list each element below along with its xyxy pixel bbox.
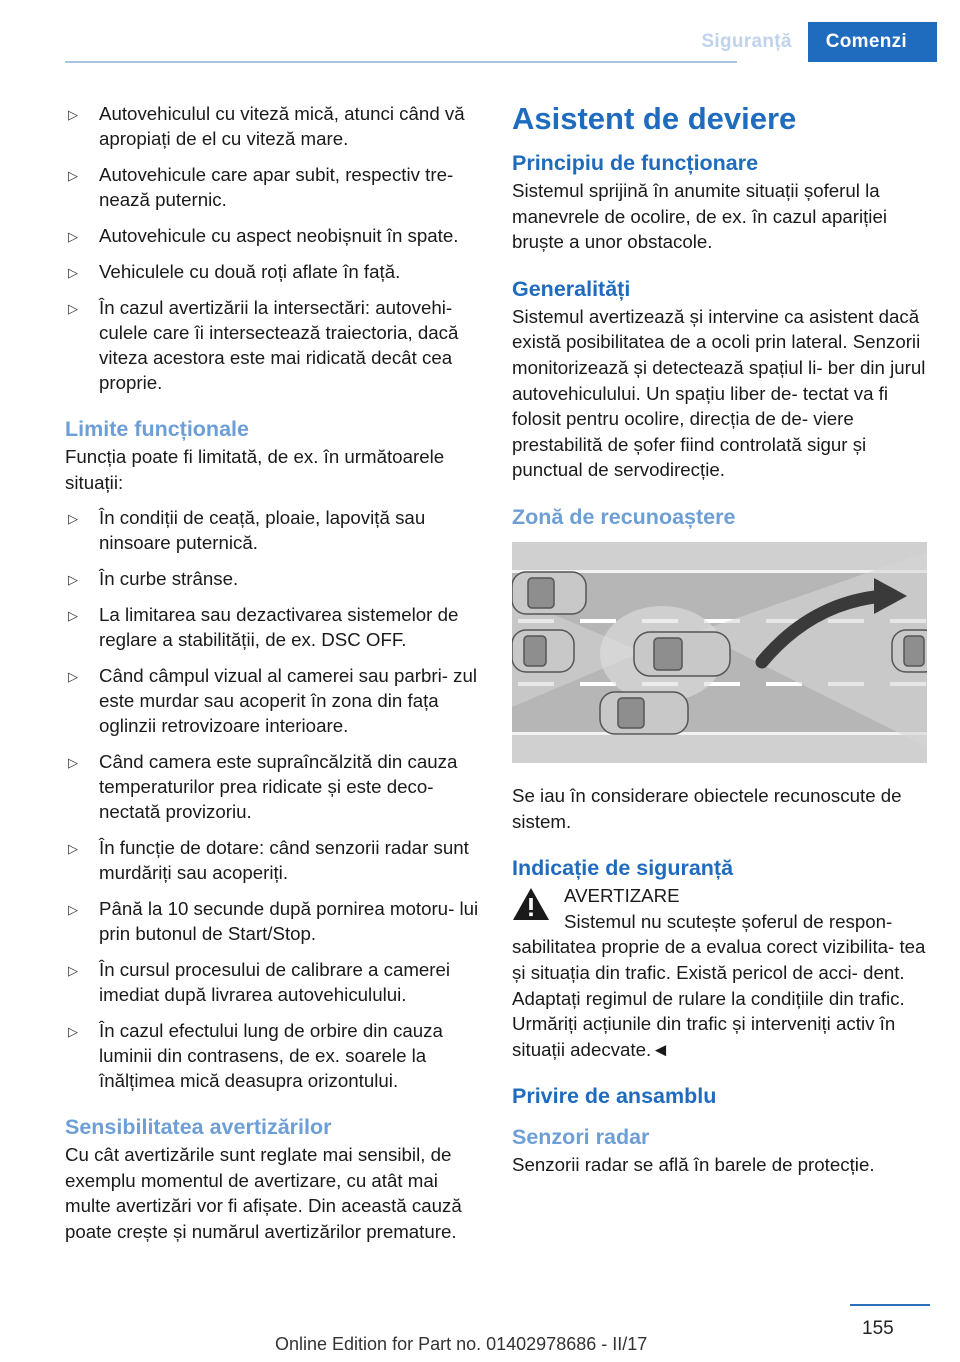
safety-heading: Indicație de siguranță bbox=[512, 856, 734, 881]
bullet-triangle-icon: ▷ bbox=[68, 841, 78, 857]
bullet-triangle-icon: ▷ bbox=[68, 168, 78, 183]
radar-heading: Senzori radar bbox=[512, 1125, 650, 1150]
list-item: ▷ Autovehiculul cu viteză mică, atunci când vă apropiați de el cu viteză mare. bbox=[68, 103, 465, 149]
header-tabs bbox=[701, 22, 937, 62]
header-divider bbox=[65, 61, 737, 63]
right-column bbox=[512, 101, 930, 1188]
list-item: ▷ În cazul efectului lung de orbire din cauza luminii din contrasens, de ex. soarele la înălțimea mică deasupra orizontului. bbox=[68, 1020, 443, 1092]
bullet-triangle-icon: ▷ bbox=[68, 1024, 78, 1040]
bullet-triangle-icon: ▷ bbox=[68, 572, 78, 588]
bullet-triangle-icon: ▷ bbox=[68, 301, 78, 316]
warning-text: sabilitatea proprie de a evalua corect vizibilita‐ tea și situația din trafic. Există pericol de acci‐ dent. Adaptați regimul de rulare la condițiile din trafic. Urmăriți acțiunile din trafic și interveniți activ în situații adecvate.◄ bbox=[512, 936, 926, 1060]
principle-heading: Principiu de funcționare bbox=[512, 151, 759, 175]
general-text: Sistemul avertizează și intervine ca asistent dacă există posibilitatea de a ocoli prin lateral. Senzorii monitorizează și detectează spațiul li‐ ber din jurul autovehiculului. Un spațiu liber de‐ tectat va fi folosit pentru ocolire, direcția de de‐ viere prestabilită de șofer fiind controlată sigur și punctual de servodirecție. bbox=[512, 305, 926, 481]
list-item: ▷ Când câmpul vizual al camerei sau parbri‐ zul este murdar sau acoperit în zona din fața oglinzii retrovizoare interioare. bbox=[68, 665, 478, 737]
list-item: ▷ În curbe strânse. bbox=[65, 566, 480, 591]
detection-zone-illustration bbox=[512, 542, 927, 763]
bullet-triangle-icon: ▷ bbox=[68, 229, 78, 244]
warning-label: AVERTIZARE bbox=[564, 885, 680, 907]
sensitivity-heading: Sensibilitatea avertizărilor bbox=[65, 1115, 332, 1140]
list-item: ▷ Când camera este supraîncălzită din cauza temperaturilor prea ridicate și este deco‐ nectată provizoriu. bbox=[68, 751, 458, 823]
bullet-triangle-icon: ▷ bbox=[68, 963, 78, 979]
limits-heading: Limite funcționale bbox=[65, 417, 249, 441]
warning-triangle-icon bbox=[512, 887, 550, 921]
radar-text: Senzorii radar se află în barele de protecție. bbox=[512, 1154, 875, 1176]
limits-intro: Funcția poate fi limitată, de ex. în următoarele situații: bbox=[65, 446, 445, 493]
edition-note: Online Edition for Part no. 01402978686 - II/17 bbox=[275, 1334, 648, 1354]
bullet-triangle-icon: ▷ bbox=[68, 107, 78, 122]
sensitivity-text: Cu cât avertizările sunt reglate mai sensibil, de exemplu momentul de avertizare, cu atât mai multe avertizări vor fi afișate. Din această cauză poate crește și numărul avertizărilor premature. bbox=[65, 1144, 462, 1242]
left-column bbox=[65, 101, 480, 1255]
overview-heading: Privire de ansamblu bbox=[512, 1084, 717, 1109]
list-item: ▷ Autovehicule cu aspect neobișnuit în spate. bbox=[65, 223, 480, 248]
page-title: Asistent de deviere bbox=[512, 101, 797, 136]
principle-text: Sistemul sprijină în anumite situații șoferul la manevrele de ocolire, de ex. în cazul apariției bruște a unor obstacole. bbox=[512, 180, 887, 253]
warning-block bbox=[512, 883, 930, 934]
list-item: ▷ Vehiculele cu două roți aflate în față. bbox=[65, 259, 480, 284]
bullet-triangle-icon: ▷ bbox=[68, 265, 78, 280]
general-heading: Generalități bbox=[512, 276, 631, 301]
section-tab: Siguranță bbox=[701, 31, 792, 52]
list-item: ▷ În funcție de dotare: când senzorii radar sunt murdăriți sau acoperiți. bbox=[68, 837, 469, 884]
bullet-triangle-icon: ▷ bbox=[68, 902, 78, 918]
list-item: ▷ Până la 10 secunde după pornirea motoru‐ lui prin butonul de Start/Stop. bbox=[68, 898, 479, 945]
footer-divider bbox=[850, 1304, 930, 1306]
list-item: ▷ Autovehicule care apar subit, respectiv tre‐ nează puternic. bbox=[68, 164, 454, 210]
bullet-triangle-icon: ▷ bbox=[68, 511, 78, 527]
bullet-triangle-icon: ▷ bbox=[68, 669, 78, 685]
page-number: 155 bbox=[862, 1318, 894, 1339]
zone-caption: Se iau în considerare obiectele recunoscute de sistem. bbox=[512, 784, 902, 832]
bullet-triangle-icon: ▷ bbox=[68, 755, 78, 771]
list-item: ▷ În cazul avertizării la intersectări: autovehi‐ culele care îi intersectează traiectoria, dacă viteza acestora este mai ridicată decât cea proprie. bbox=[68, 297, 459, 393]
chapter-tab: Comenzi bbox=[808, 22, 937, 62]
zone-heading: Zonă de recunoaștere bbox=[512, 504, 736, 529]
bullet-triangle-icon: ▷ bbox=[68, 608, 78, 624]
list-item: ▷ La limitarea sau dezactivarea sistemelor de reglare a stabilității, de ex. DSC OFF. bbox=[68, 604, 459, 651]
list-item: ▷ În condiții de ceață, ploaie, lapoviță sau ninsoare puternică. bbox=[68, 507, 426, 554]
list-item: ▷ În cursul procesului de calibrare a camerei imediat după livrarea autovehiculului. bbox=[68, 959, 451, 1006]
warning-first-line: Sistemul nu scutește șoferul de respon‐ bbox=[564, 910, 893, 932]
